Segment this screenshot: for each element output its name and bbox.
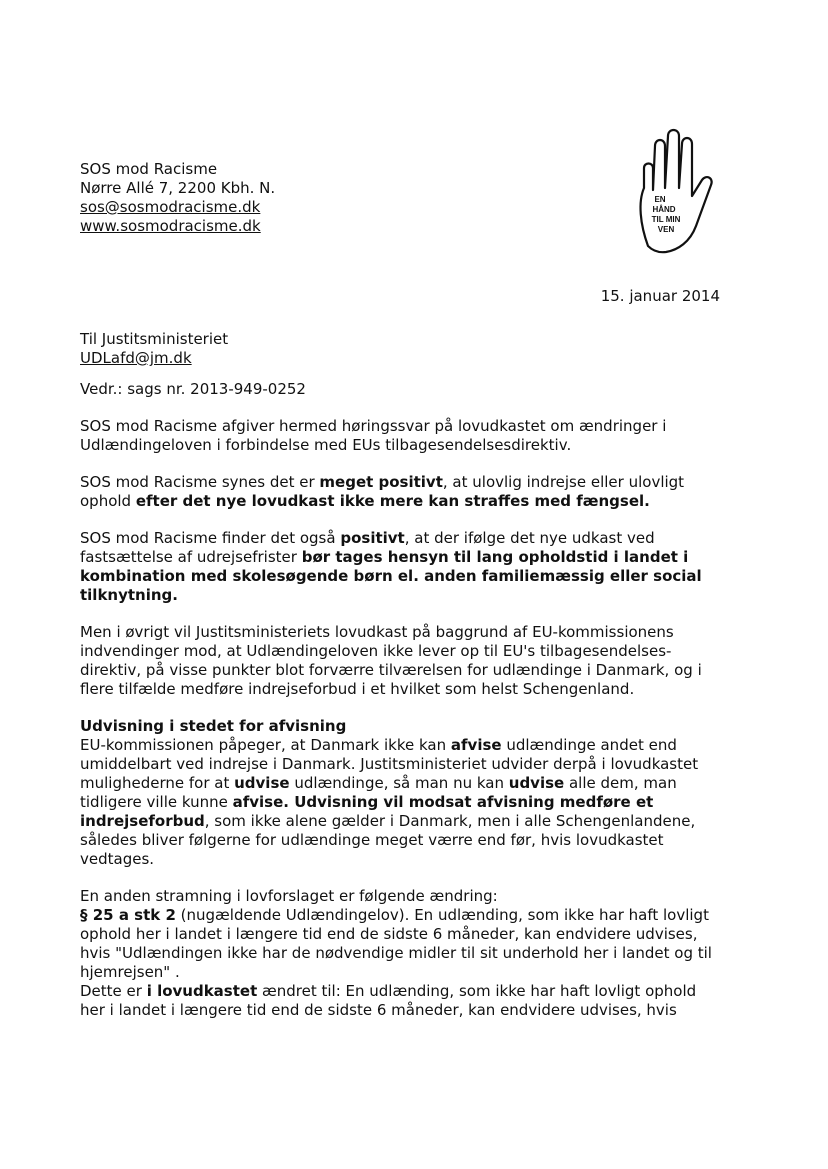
- raised-hand-logo-icon: [626, 128, 718, 266]
- letter-date: 15. januar 2014: [600, 287, 720, 305]
- recipient-email-link[interactable]: UDLafd@jm.dk: [80, 349, 192, 367]
- paragraph-8: Dette er i lovudkastet ændret til: En udlænding, som ikke har haft lovligt ophold her i landet i længere tid end de sidste 6 måneder, kan endvidere udvises, hvis: [80, 982, 697, 1019]
- sender-email-link[interactable]: sos@sosmodracisme.dk: [80, 198, 261, 216]
- sender-name: SOS mod Racisme: [80, 160, 218, 178]
- logo-text-line3: TIL MIN: [651, 215, 681, 224]
- paragraph-1: SOS mod Racisme afgiver hermed høringssvar på lovudkastet om ændringer i Udlændingeloven i forbindelse med EUs tilbagesendelsesdirektiv.: [80, 417, 667, 454]
- logo-text-line4: VEN: [657, 225, 675, 234]
- paragraph-7: § 25 a stk 2 (nugældende Udlændingelov). En udlænding, som ikke har haft lovligt ophold her i landet i længere tid end de sidste 6 måneder, kan endvidere udvises, hvis "Udlændingen ikke har de nødvendige midler til sit underhold her i landet og til hjemrejsen" .: [80, 906, 712, 981]
- paragraph-4: Men i øvrigt vil Justitsministeriets lovudkast på baggrund af EU-kommissionens indvendinger mod, at Udlændingeloven ikke lever op til EU's tilbagesendelses-direktiv, på visse punkter blot forværre tilværelsen for udlændinge i Danmark, og i flere tilfælde medføre indrejseforbud i et hvilket som helst Schengenland.: [80, 623, 702, 698]
- paragraph-2: SOS mod Racisme synes det er meget positivt, at ulovlig indrejse eller ulovligt ophold efter det nye lovudkast ikke mere kan straffes med fængsel.: [80, 473, 685, 510]
- section-heading-udvisning: Udvisning i stedet for afvisning: [80, 717, 347, 735]
- sender-website-link[interactable]: www.sosmodracisme.dk: [80, 217, 261, 235]
- paragraph-6: En anden stramning i lovforslaget er følgende ændring:: [80, 887, 498, 905]
- letter-body: [80, 330, 720, 1020]
- case-reference: Vedr.: sags nr. 2013-949-0252: [80, 380, 306, 398]
- sender-address: Nørre Allé 7, 2200 Kbh. N.: [80, 179, 276, 197]
- paragraph-3: SOS mod Racisme finder det også positivt, at der ifølge det nye udkast ved fastsættelse af udrejsefrister bør tages hensyn til lang opholdstid i landet i kombination med skolesøgende børn el. anden familiemæssig eller social tilknytning.: [80, 529, 702, 604]
- logo-text-line1: EN: [654, 195, 666, 204]
- recipient-name: Til Justitsministeriet: [80, 330, 229, 348]
- logo-text-line2: HÅND: [652, 205, 676, 214]
- sender-block: [80, 160, 480, 236]
- paragraph-5: EU-kommissionen påpeger, at Danmark ikke kan afvise udlændinge andet end umiddelbart ved indrejse i Danmark. Justitsministeriet udvider derpå i lovudkastet mulighederne for at udvise udlændinge, så man nu kan udvise alle dem, man tidligere ville kunne afvise. Udvisning vil modsat afvisning medføre et indrejseforbud, som ikke alene gælder i Danmark, men i alle Schengenlandene, således bliver følgerne for udlændinge meget værre end før, hvis lovudkastet vedtages.: [80, 736, 699, 868]
